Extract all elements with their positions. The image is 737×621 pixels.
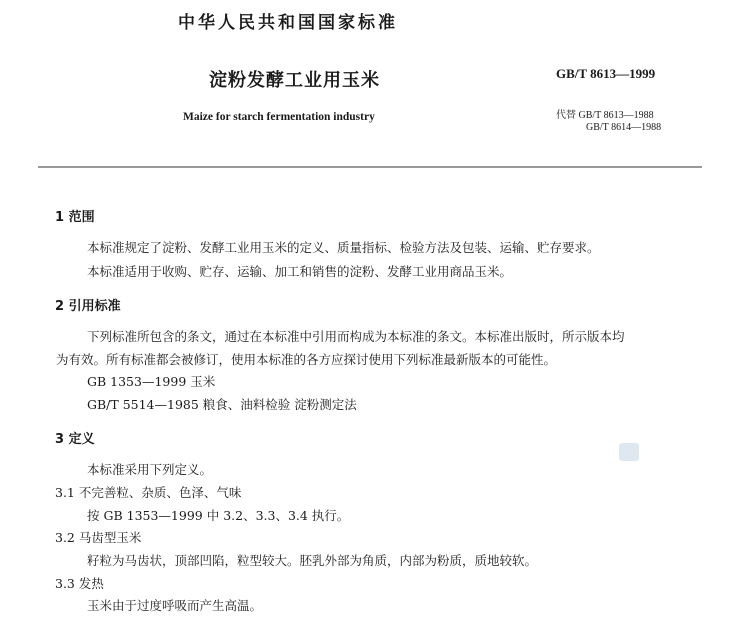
definition-3-3-body: 玉米由于过度呼吸而产生高温。 xyxy=(87,598,263,613)
header-divider xyxy=(38,166,702,168)
standard-number: GB/T 8613—1999 xyxy=(556,66,656,81)
document-title-zh: 淀粉发酵工业用玉米 xyxy=(209,70,380,91)
reference-2: GB/T 5514—1985 粮食、油料检验 淀粉测定法 xyxy=(87,397,357,412)
section-3-intro: 本标准采用下列定义。 xyxy=(87,462,213,477)
section-1-paragraph-2: 本标准适用于收购、贮存、运输、加工和销售的淀粉、发酵工业用商品玉米。 xyxy=(87,264,513,279)
section-1-heading: 1 范围 xyxy=(55,210,95,225)
watermark-mark xyxy=(619,443,639,461)
section-2-paragraph-line-2: 为有效。所有标准都会被修订，使用本标准的各方应探讨使用下列标准最新版本的可能性。 xyxy=(56,352,557,367)
definition-3-2-title: 3.2 马齿型玉米 xyxy=(55,530,142,545)
replaces-line-2: GB/T 8614—1988 xyxy=(586,122,662,133)
reference-1: GB 1353—1999 玉米 xyxy=(87,374,216,389)
replaces-line-1: 代替 GB/T 8613—1988 xyxy=(556,110,654,121)
definition-3-1-body: 按 GB 1353—1999 中 3.2、3.3、3.4 执行。 xyxy=(87,508,350,523)
national-standard-heading: 中华人民共和国国家标准 xyxy=(178,13,398,33)
definition-3-1-title: 3.1 不完善粒、杂质、色泽、气味 xyxy=(55,485,242,500)
section-3-heading: 3 定义 xyxy=(55,432,95,447)
definition-3-2-body: 籽粒为马齿状，顶部凹陷，粒型较大。胚乳外部为角质，内部为粉质，质地较软。 xyxy=(87,553,538,568)
replaces-note xyxy=(556,110,661,134)
section-2-paragraph-line-1: 下列标准所包含的条文，通过在本标准中引用而构成为本标准的条文。本标准出版时，所示版本均 xyxy=(87,329,625,344)
document-title-en: Maize for starch fermentation industry xyxy=(183,111,375,123)
section-2-heading: 2 引用标准 xyxy=(55,299,121,314)
section-1-paragraph-1: 本标准规定了淀粉、发酵工业用玉米的定义、质量指标、检验方法及包装、运输、贮存要求。 xyxy=(87,240,600,255)
definition-3-3-title: 3.3 发热 xyxy=(55,576,104,591)
